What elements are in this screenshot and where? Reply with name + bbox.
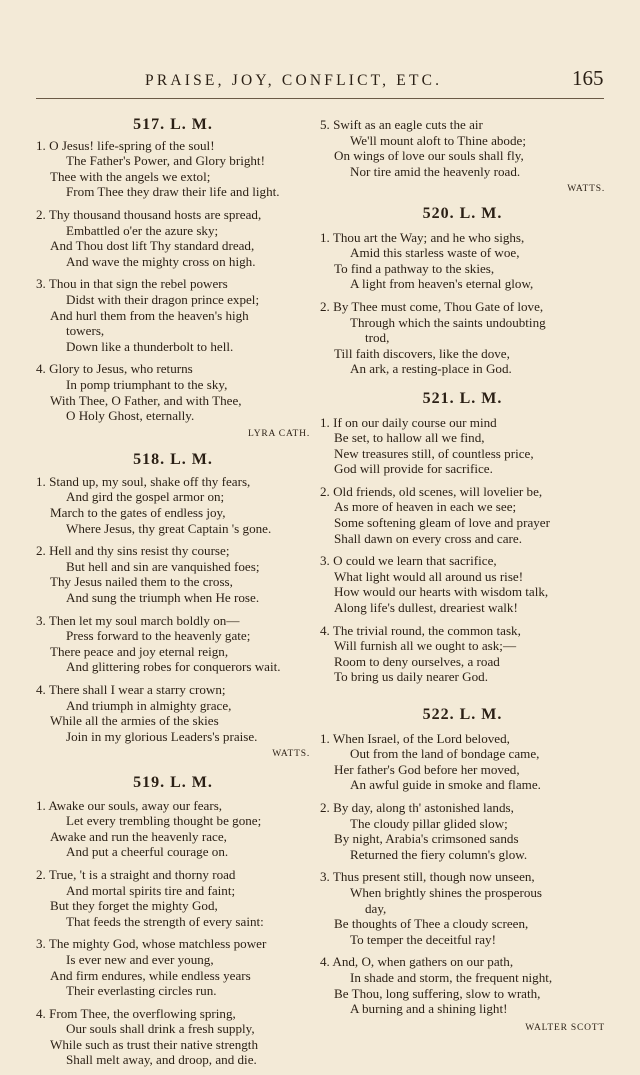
verse-line: Our souls shall drink a fresh supply, [66, 1021, 255, 1037]
stanza [320, 954, 605, 1016]
verse-line: But hell and sin are vanquished foes; [66, 558, 260, 574]
hymn-517 [36, 117, 310, 442]
hymn-number: 518. L. M. [133, 451, 213, 469]
verse-line: What light would all around us rise! [334, 568, 524, 584]
verse-line: There peace and joy eternal reign, [50, 643, 229, 659]
verse-line: Awake and run the heavenly race, [50, 828, 227, 844]
hymn-number: 520. L. M. [422, 204, 503, 222]
verse-line: 1. If on our daily course our mind [320, 414, 497, 430]
stanza [36, 138, 310, 200]
verse-line: A burning and a shining light! [350, 1001, 508, 1017]
verse-line: Down like a thunderbolt to hell. [66, 338, 234, 354]
verse-line: Be set, to hallow all we find, [334, 430, 485, 446]
verse-line: 1. O Jesus! life-spring of the soul! [36, 137, 215, 153]
verse-line: To find a pathway to the skies, [334, 260, 495, 276]
running-title: PRAISE, JOY, CONFLICT, ETC. [145, 72, 443, 89]
verse-line: 3. Thou in that sign the rebel powers [36, 276, 228, 292]
verse-line: 4. Glory to Jesus, who returns [36, 361, 193, 377]
verse-line: While all the armies of the skies [50, 713, 219, 729]
verse-line: Press forward to the heavenly gate; [66, 628, 251, 644]
verse-line: To bring us daily nearer God. [334, 669, 488, 685]
attribution: WATTS. [272, 749, 310, 760]
stanza [320, 484, 605, 546]
stanza [36, 276, 310, 354]
hymn-number: 522. L. M. [422, 706, 503, 723]
verse-line: 4. There shall I wear a starry crown; [36, 682, 226, 697]
verse-line: Join in my glorious Leaders's praise. [66, 728, 258, 744]
stanza [36, 798, 310, 860]
verse-line: An awful guide in smoke and flame. [350, 777, 541, 793]
verse-line: The cloudy pillar glided slow; [350, 815, 508, 831]
verse-line: In pomp triumphant to the sky, [66, 376, 228, 392]
verse-line: 3. Then let my soul march boldly on— [36, 612, 240, 628]
verse-line: 2. True, 't is a straight and thorny road [36, 866, 236, 882]
verse-line: 4. And, O, when gathers on our path, [320, 954, 514, 970]
verse-line: 2. By day, along th' astonished lands, [320, 799, 514, 815]
stanza [36, 867, 310, 929]
attribution: WATTS. [567, 184, 605, 195]
verse-line: By night, Arabia's crimsoned sands [334, 831, 519, 847]
verse-line: The Father's Power, and Glory bright! [66, 153, 265, 169]
stanza [36, 543, 310, 605]
verse-line: Shall melt away, and droop, and die. [66, 1052, 257, 1068]
verse-line: In shade and storm, the frequent night, [350, 969, 553, 985]
stanza [320, 731, 605, 793]
verse-line: And sung the triumph when He rose. [66, 590, 260, 606]
verse-line: God will provide for sacrifice. [334, 461, 493, 477]
verse-line: Till faith discovers, like the dove, [334, 345, 510, 361]
verse-line: With Thee, O Father, and with Thee, [50, 392, 242, 408]
verse-line: An ark, a resting-place in God. [350, 361, 512, 377]
verse-line: Is ever new and ever young, [66, 951, 214, 967]
verse-line: And firm endures, while endless years [50, 967, 251, 983]
verse-line: But they forget the mighty God, [50, 898, 218, 914]
stanza [320, 415, 605, 477]
stanza [36, 613, 310, 675]
verse-line: Will furnish all we ought to ask;— [334, 638, 517, 654]
left-column [36, 103, 310, 1075]
verse-line: 4. The trivial round, the common task, [320, 622, 521, 638]
verse-line: day, [365, 900, 387, 916]
verse-line: 3. O could we learn that sacrifice, [320, 553, 497, 569]
verse-line: Thy Jesus nailed them to the cross, [50, 574, 233, 590]
verse-line: towers, [66, 323, 105, 339]
verse-line: On wings of love our souls shall fly, [334, 148, 524, 164]
stanza [320, 553, 605, 615]
hymn-519 [36, 775, 310, 1068]
verse-line: Where Jesus, thy great Captain 's gone. [66, 520, 272, 536]
stanza [320, 230, 605, 292]
attribution: WALTER SCOTT [525, 1022, 605, 1033]
verse-line: 3. The mighty God, whose matchless power [36, 936, 267, 952]
verse-line: Returned the fiery column's glow. [350, 846, 528, 862]
stanza [36, 207, 310, 269]
verse-line: 2. Thy thousand thousand hosts are spread, [36, 206, 262, 222]
verse-line: Let every trembling thought be gone; [66, 813, 262, 829]
stanza [36, 361, 310, 423]
verse-line: 2. Old friends, old scenes, will lovelier be, [320, 483, 543, 499]
stanza [320, 117, 605, 179]
verse-line: Didst with their dragon prince expel; [66, 291, 260, 307]
page-header [0, 66, 640, 96]
verse-line: Be thoughts of Thee a cloudy screen, [334, 916, 529, 932]
verse-line: 4. From Thee, the overflowing spring, [36, 1005, 236, 1021]
verse-line: Her father's God before her moved, [334, 761, 520, 777]
stanza [320, 623, 605, 685]
verse-line: Thee with the angels we extol; [50, 168, 211, 184]
verse-line: And triumph in almighty grace, [66, 697, 232, 713]
verse-line: Nor tire amid the heavenly road. [350, 163, 521, 179]
attribution: LYRA CATH. [248, 428, 310, 439]
verse-line: From Thee they draw their life and light. [66, 184, 280, 200]
verse-line: And wave the mighty cross on high. [66, 253, 256, 269]
hymn-number: 517. L. M. [133, 116, 213, 133]
verse-line: While such as trust their native strength [50, 1036, 258, 1052]
hymn-520 [320, 206, 605, 377]
verse-line: 2. By Thee must come, Thou Gate of love, [320, 298, 544, 314]
verse-line: 1. Awake our souls, away our fears, [36, 797, 223, 813]
verse-line: As more of heaven in each we see; [334, 499, 517, 515]
stanza [320, 869, 605, 947]
verse-line: Out from the land of bondage came, [350, 746, 540, 762]
page-number: 165 [572, 66, 604, 90]
hymn-number: 521. L. M. [422, 389, 503, 407]
verse-line: Along life's dullest, dreariest walk! [334, 600, 518, 616]
verse-line: Amid this starless waste of woe, [350, 245, 520, 261]
verse-line: Shall dawn on every cross and care. [334, 530, 522, 546]
verse-line: And gird the gospel armor on; [66, 489, 225, 505]
right-column [320, 103, 605, 1042]
stanza [36, 474, 310, 536]
verse-line: O Holy Ghost, eternally. [66, 408, 195, 424]
verse-line: How would our hearts with wisdom talk, [334, 584, 549, 600]
stanza [36, 1006, 310, 1068]
verse-line: 1. Thou art the Way; and he who sighs, [320, 229, 525, 245]
verse-line: And mortal spirits tire and faint; [66, 882, 236, 898]
verse-line: 1. Stand up, my soul, shake off thy fears, [36, 473, 251, 489]
stanza [36, 936, 310, 998]
verse-line: Through which the saints undoubting [350, 314, 546, 330]
header-rule [36, 98, 604, 99]
verse-line: March to the gates of endless joy, [50, 505, 226, 521]
verse-line: Room to deny ourselves, a road [334, 653, 500, 669]
hymn-522 [320, 707, 605, 1036]
verse-line: New treasures still, of countless price, [334, 445, 534, 461]
verse-line: 2. Hell and thy sins resist thy course; [36, 543, 230, 559]
verse-line: And Thou dost lift Thy standard dread, [50, 238, 255, 254]
hymn-521 [320, 391, 605, 685]
verse-line: To temper the deceitful ray! [350, 931, 496, 947]
verse-line: Some softening gleam of love and prayer [334, 515, 550, 531]
hymn-number: 519. L. M. [133, 773, 213, 791]
verse-line: We'll mount aloft to Thine abode; [350, 132, 526, 148]
verse-line: Embattled o'er the azure sky; [66, 222, 219, 238]
hymn-518 [36, 452, 310, 763]
verse-line: 3. Thus present still, though now unseen, [320, 869, 535, 885]
verse-line: And glittering robes for conquerors wait. [66, 659, 281, 675]
verse-line: trod, [365, 330, 390, 346]
verse-line: 1. When Israel, of the Lord beloved, [320, 730, 510, 746]
verse-line: A light from heaven's eternal glow, [350, 276, 534, 292]
verse-line: And hurl them from the heaven's high [50, 307, 249, 323]
verse-line: Their everlasting circles run. [66, 983, 217, 999]
verse-line: When brightly shines the prosperous [350, 884, 543, 900]
stanza [320, 299, 605, 377]
verse-line: That feeds the strength of every saint: [66, 913, 264, 929]
stanza [320, 800, 605, 862]
stanza [36, 682, 310, 744]
verse-line: And put a cheerful courage on. [66, 844, 229, 860]
verse-line: Be Thou, long suffering, slow to wrath, [334, 985, 541, 1001]
verse-line: 5. Swift as an eagle cuts the air [320, 117, 483, 132]
